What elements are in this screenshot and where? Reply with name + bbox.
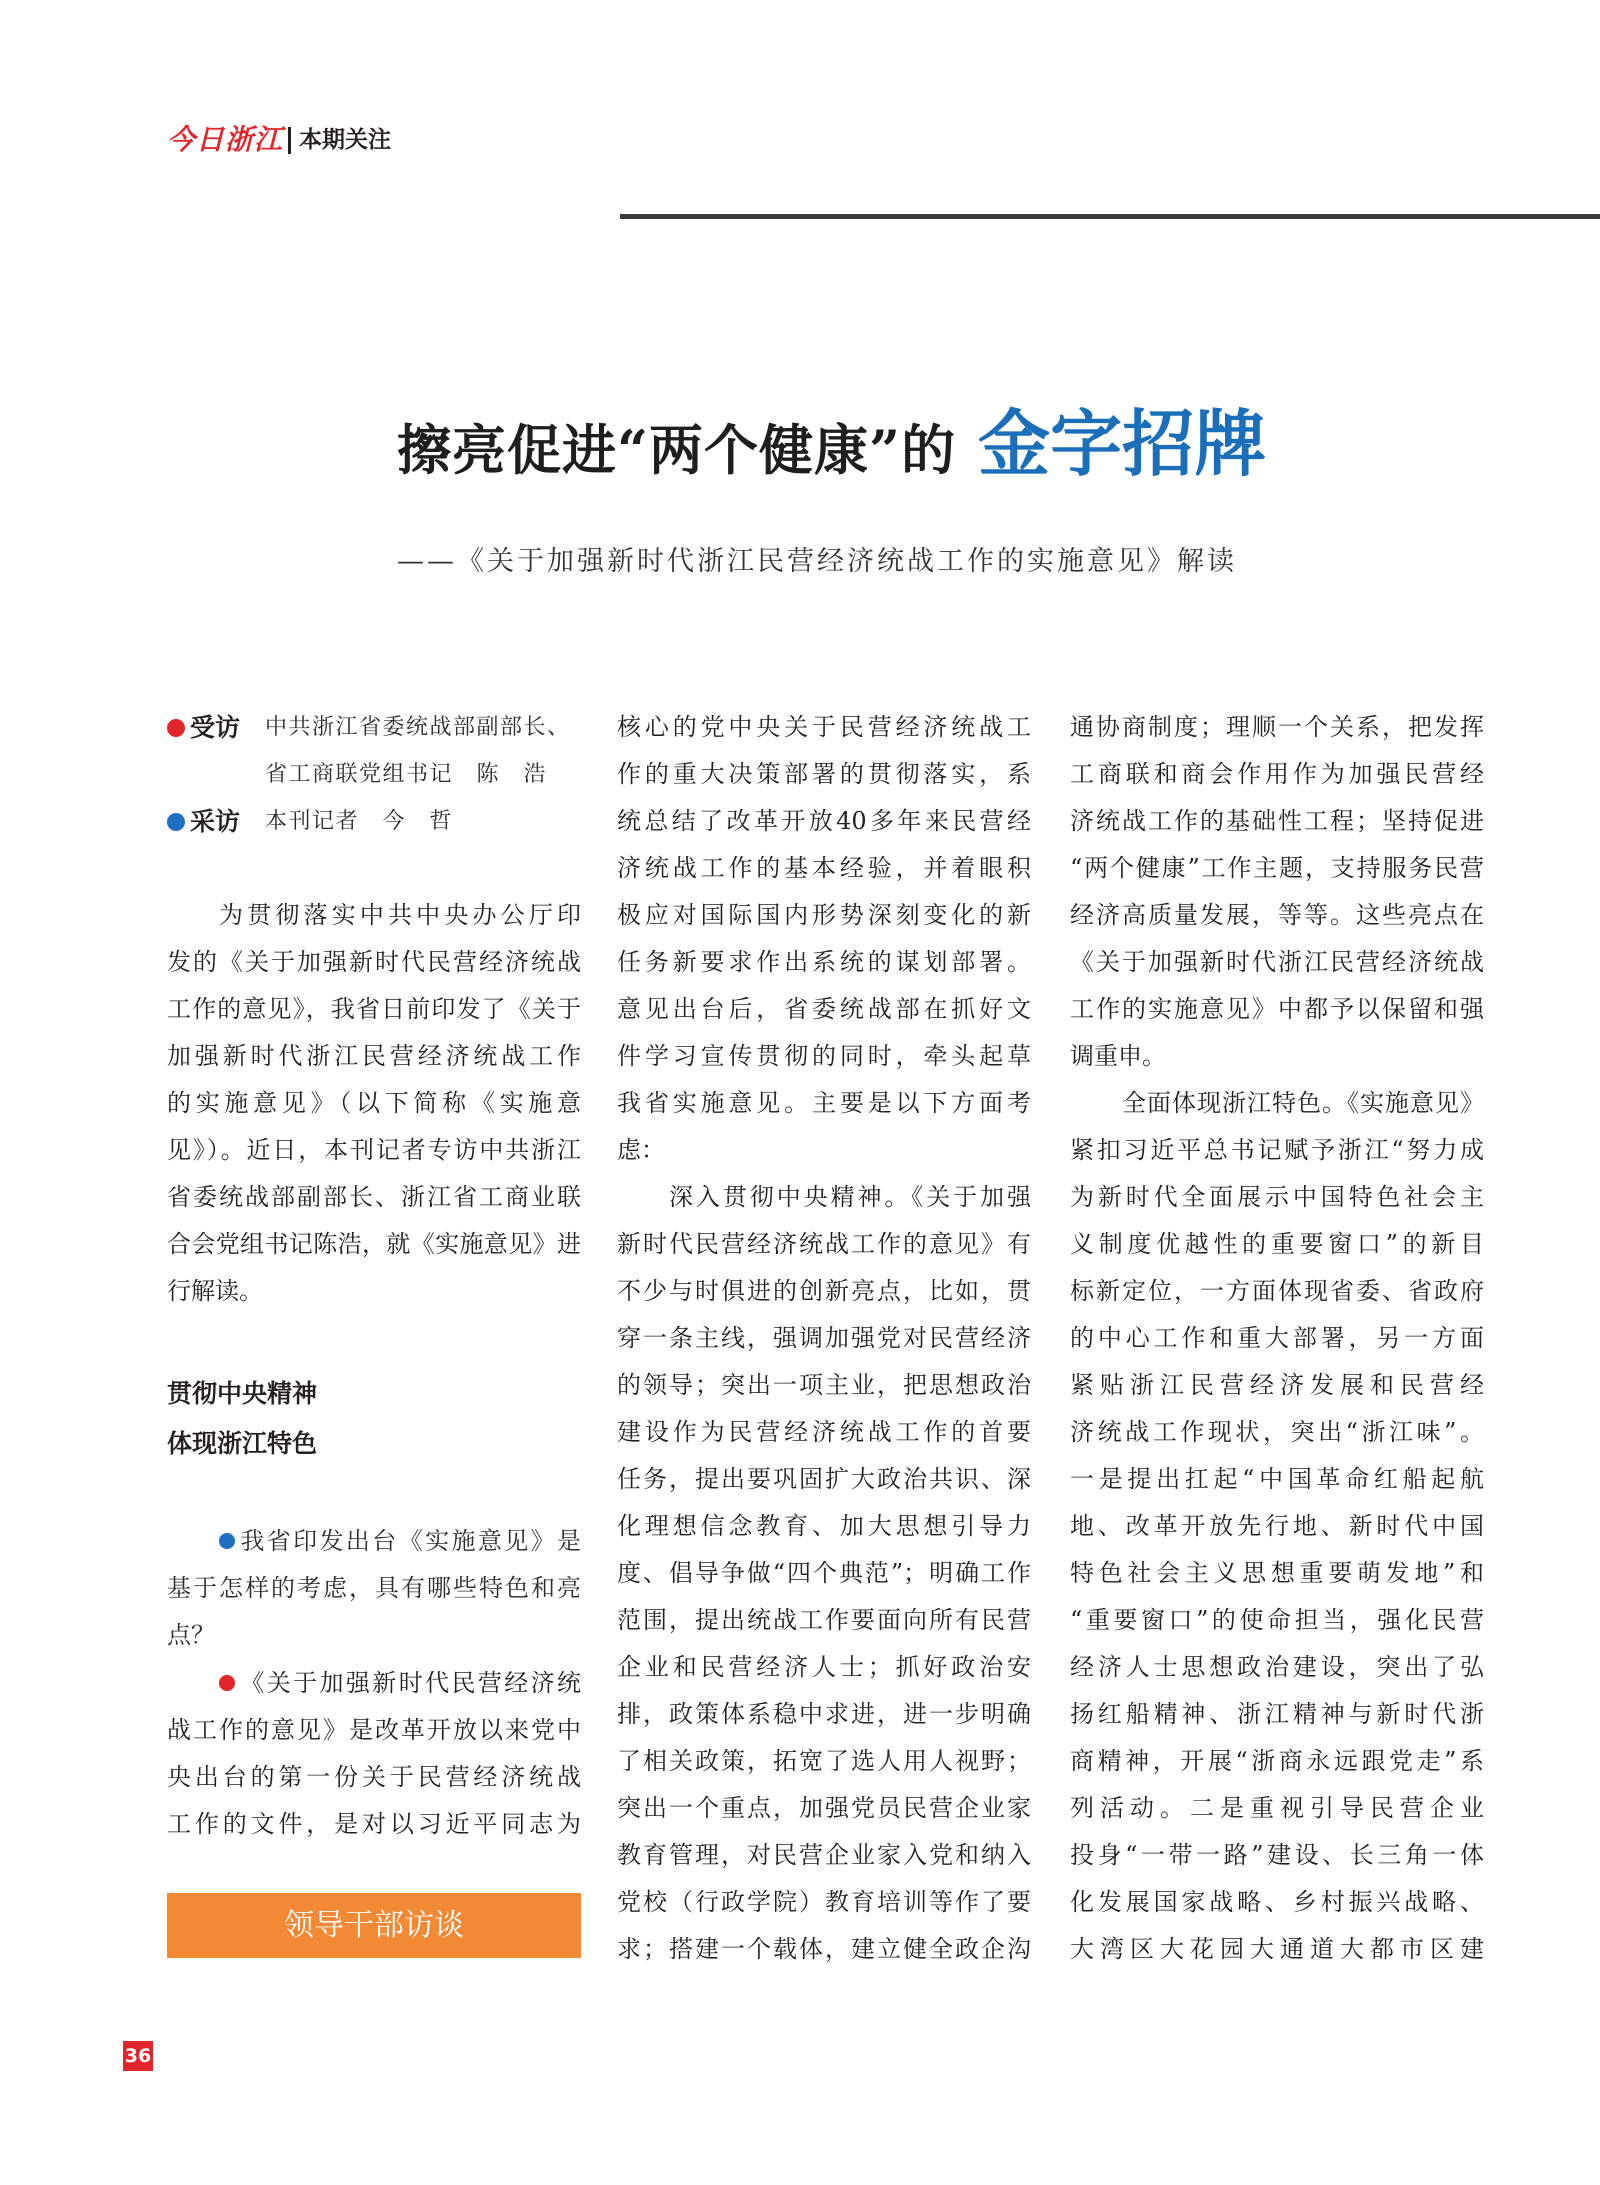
text-line	[1070, 1268, 1484, 1315]
text-line	[617, 845, 1031, 892]
line-text: 工商联和商会作用作为加强民营经	[1070, 760, 1484, 788]
line-text: 省委统战部副部长、浙江省工商业联	[167, 1183, 581, 1211]
line-text: 见》）。近日，本刊记者专访中共浙江	[167, 1136, 581, 1164]
text-line	[1070, 939, 1484, 986]
line-text: 投身“一带一路”建设、长三角一体	[1070, 1841, 1484, 1869]
line-text: 大湾区大花园大通道大都市区建	[1070, 1935, 1484, 1963]
text-line	[617, 1691, 1031, 1738]
line-text: 范围，提出统战工作要面向所有民营	[617, 1606, 1031, 1634]
text-line	[167, 1033, 581, 1080]
column-2	[617, 704, 1031, 1973]
paragraph	[167, 892, 581, 1315]
text-line	[167, 1080, 581, 1127]
text-line	[1070, 1597, 1484, 1644]
line-text: 点？	[167, 1621, 215, 1649]
line-text: 化理想信念教育、加大思想引导力	[617, 1512, 1031, 1540]
line-text: 合会党组书记陈浩，就《实施意见》进	[167, 1230, 581, 1258]
line-text: 工作的实施意见》中都予以保留和强	[1070, 995, 1484, 1023]
text-line	[1070, 704, 1484, 751]
bullet-icon	[167, 719, 185, 737]
text-line	[617, 892, 1031, 939]
text-line	[617, 1597, 1031, 1644]
text-line	[617, 751, 1031, 798]
line-text: 商精神，开展“浙商永远跟党走”系	[1070, 1747, 1484, 1775]
header-rule	[620, 214, 1600, 219]
text-line	[617, 704, 1031, 751]
line-text: 党校（行政学院）教育培训等作了要	[617, 1888, 1031, 1916]
text-line	[1070, 1221, 1484, 1268]
line-text: 突出一个重点，加强党员民营企业家	[617, 1794, 1031, 1822]
text-line	[167, 1127, 581, 1174]
line-text: 穿一条主线，强调加强党对民营经济	[617, 1324, 1031, 1352]
text-line	[1070, 892, 1484, 939]
intro-text	[167, 892, 581, 1315]
text-line	[1070, 1362, 1484, 1409]
line-text: 经济高质量发展，等等。这些亮点在	[1070, 901, 1484, 929]
text-line	[617, 1080, 1031, 1127]
text-line	[1070, 1080, 1484, 1127]
text-line	[167, 892, 581, 939]
interviewee-name: 省工商联党组书记 陈 浩	[265, 762, 548, 787]
text-line	[1070, 1644, 1484, 1691]
interviewer-lead	[167, 798, 265, 845]
column-1	[167, 704, 581, 1848]
text-line	[617, 1315, 1031, 1362]
paragraph	[1070, 1080, 1484, 1973]
text-line	[167, 1518, 581, 1565]
line-text: 我省实施意见。主要是以下方面考	[617, 1089, 1031, 1117]
line-text: 深入贯彻中央精神。《关于加强	[669, 1183, 1031, 1211]
section-heading	[167, 1369, 581, 1469]
line-text: 地、改革开放先行地、新时代中国	[1070, 1512, 1484, 1540]
text-line	[617, 1174, 1031, 1221]
text-line	[1070, 1785, 1484, 1832]
text-line	[167, 986, 581, 1033]
text-line	[1070, 1926, 1484, 1973]
text-line	[617, 1503, 1031, 1550]
line-text: 新时代民营经济统战工作的意见》有	[617, 1230, 1031, 1258]
bullet-icon	[167, 813, 185, 831]
line-text: 工作的意见》，我省日前印发了《关于	[167, 995, 581, 1023]
text-line	[1070, 1550, 1484, 1597]
text-line	[1070, 1409, 1484, 1456]
line-text: 件学习宣传贯彻的同时，牵头起草	[617, 1042, 1031, 1070]
line-text: 虑：	[617, 1136, 665, 1164]
bullet-icon	[219, 1533, 235, 1549]
line-text: 为贯彻落实中共中央办公厅印	[219, 901, 581, 929]
line-text: 为新时代全面展示中国特色社会主	[1070, 1183, 1484, 1211]
text-line	[617, 1832, 1031, 1879]
line-text: 建设作为民营经济统战工作的首要	[617, 1418, 1031, 1446]
text-line	[617, 986, 1031, 1033]
title-main: 擦亮促进“两个健康”的	[397, 418, 957, 482]
line-text: 扬红船精神、浙江精神与新时代浙	[1070, 1700, 1484, 1728]
text-line	[617, 1409, 1031, 1456]
text-line	[1070, 986, 1484, 1033]
line-text: 了相关政策，拓宽了选人用人视野；	[617, 1747, 1031, 1775]
line-text: 作的重大决策部署的贯彻落实，系	[617, 760, 1031, 788]
magazine-logo: 今日浙江	[167, 123, 284, 156]
interviewer-label: 采访	[190, 807, 241, 836]
line-text: 任务新要求作出系统的谋划部署。	[617, 948, 1031, 976]
text-line	[617, 1127, 1031, 1174]
line-text: 济统战工作的基本经验，并着眼积	[617, 854, 1031, 882]
article-title	[397, 402, 1267, 486]
column-3	[1070, 704, 1484, 1973]
line-text: “两个健康”工作主题，支持服务民营	[1070, 854, 1484, 882]
line-text: 经济人士思想政治建设，突出了弘	[1070, 1653, 1484, 1681]
line-text: 度、倡导争做“四个典范”；明确工作	[617, 1559, 1031, 1587]
text-line	[617, 1644, 1031, 1691]
interviewer-row	[167, 798, 581, 845]
line-text: 紧扣习近平总书记赋予浙江“努力成	[1070, 1136, 1484, 1164]
text-line	[167, 1801, 581, 1848]
text-line	[167, 939, 581, 986]
text-line	[1070, 1127, 1484, 1174]
line-text: 求；搭建一个载体，建立健全政企沟	[617, 1935, 1031, 1963]
line-text: 紧贴浙江民营经济发展和民营经	[1070, 1371, 1484, 1399]
text-line	[1070, 1174, 1484, 1221]
text-line	[617, 1033, 1031, 1080]
text-line	[167, 1660, 581, 1707]
text-line	[1070, 751, 1484, 798]
line-text: 全面体现浙江特色。《实施意见》	[1122, 1089, 1484, 1117]
text-line	[1070, 1456, 1484, 1503]
line-text: 任务，提出要巩固扩大政治共识、深	[617, 1465, 1031, 1493]
text-line	[617, 1456, 1031, 1503]
line-text: 排，政策体系稳中求进，进一步明确	[617, 1700, 1031, 1728]
line-text: 的中心工作和重大部署，另一方面	[1070, 1324, 1484, 1352]
line-text: 济统战工作的基础性工程；坚持促进	[1070, 807, 1484, 835]
line-text: 一是提出扛起“中国革命红船起航	[1070, 1465, 1484, 1493]
page-number: 36	[123, 2041, 153, 2071]
text-line	[617, 1362, 1031, 1409]
text-line	[167, 1565, 581, 1612]
line-text: 意见出台后，省委统战部在抓好文	[617, 995, 1031, 1023]
paragraph	[617, 1174, 1031, 1973]
line-text: 化发展国家战略、乡村振兴战略、	[1070, 1888, 1484, 1916]
text-line	[1070, 798, 1484, 845]
section-name: 本期关注	[299, 127, 392, 153]
answer-text	[167, 1660, 581, 1848]
line-text: 《关于加强新时代浙江民营经济统战	[1070, 948, 1484, 976]
line-text: 的领导；突出一项主业，把思想政治	[617, 1371, 1031, 1399]
line-text: 基于怎样的考虑，具有哪些特色和亮	[167, 1574, 581, 1602]
text-line	[617, 1268, 1031, 1315]
line-text: 调重申。	[1070, 1042, 1166, 1070]
text-line	[617, 1926, 1031, 1973]
text-line	[617, 1221, 1031, 1268]
text-line	[1070, 1315, 1484, 1362]
line-text: 标新定位，一方面体现省委、省政府	[1070, 1277, 1484, 1305]
line-text: “重要窗口”的使命担当，强化民营	[1070, 1606, 1484, 1634]
question-text	[167, 1518, 581, 1659]
paragraph	[1070, 704, 1484, 1080]
spacer	[167, 845, 581, 892]
interviewee-label: 受访	[190, 713, 241, 742]
line-text: 行解读。	[167, 1277, 263, 1305]
line-text: 企业和民营经济人士；抓好政治安	[617, 1653, 1031, 1681]
line-text: 加强新时代浙江民营经济统战工作	[167, 1042, 581, 1070]
section-heading-line: 体现浙江特色	[167, 1429, 318, 1458]
interviewee-title: 中共浙江省委统战部副部长、	[265, 715, 571, 740]
interviewer-name: 本刊记者 今 哲	[265, 809, 454, 834]
text-line	[617, 1550, 1031, 1597]
line-text: 《关于加强新时代民营经济统	[238, 1669, 581, 1697]
text-line	[167, 1174, 581, 1221]
text-line	[1070, 1832, 1484, 1879]
text-line	[617, 939, 1031, 986]
paragraph	[167, 1518, 581, 1659]
line-text: 列活动。二是重视引导民营企业	[1070, 1794, 1484, 1822]
interviewee-lead	[167, 704, 265, 751]
line-text: 济统战工作现状，突出“浙江味”。	[1070, 1418, 1484, 1446]
bullet-icon	[219, 1675, 235, 1691]
line-text: 的实施意见》（以下简称《实施意	[167, 1089, 581, 1117]
article-subtitle: ——《关于加强新时代浙江民营经济统战工作的实施意见》解读	[397, 546, 1237, 577]
header-divider	[288, 127, 291, 154]
line-text: 义制度优越性的重要窗口”的新目	[1070, 1230, 1484, 1258]
column-banner: 领导干部访谈	[167, 1893, 581, 1958]
line-text: 统总结了改革开放40多年来民营经	[617, 807, 1031, 835]
interviewee-name-row	[167, 751, 581, 798]
line-text: 我省印发出台《实施意见》是	[238, 1527, 581, 1555]
line-text: 核心的党中央关于民营经济统战工	[617, 713, 1031, 741]
line-text: 不少与时俱进的创新亮点，比如，贯	[617, 1277, 1031, 1305]
interviewee-row	[167, 704, 581, 751]
text-line	[1070, 1691, 1484, 1738]
text-line	[167, 1707, 581, 1754]
text-line	[167, 1612, 581, 1659]
text-line	[617, 1879, 1031, 1926]
text-line	[1070, 1033, 1484, 1080]
text-line	[1070, 1879, 1484, 1926]
paragraph	[167, 1660, 581, 1848]
paragraph	[617, 704, 1031, 1174]
line-text: 央出台的第一份关于民营经济统战	[167, 1763, 581, 1791]
line-text: 极应对国际国内形势深刻变化的新	[617, 901, 1031, 929]
text-line	[1070, 1503, 1484, 1550]
running-header	[167, 121, 391, 159]
text-line	[1070, 845, 1484, 892]
line-text: 发的《关于加强新时代民营经济统战	[167, 948, 581, 976]
text-line	[617, 1738, 1031, 1785]
line-text: 工作的文件，是对以习近平同志为	[167, 1810, 581, 1838]
line-text: 通协商制度；理顺一个关系，把发挥	[1070, 713, 1484, 741]
title-highlight: 金字招牌	[978, 402, 1267, 486]
text-line	[167, 1221, 581, 1268]
line-text: 教育管理，对民营企业家入党和纳入	[617, 1841, 1031, 1869]
text-line	[1070, 1738, 1484, 1785]
section-heading-line: 贯彻中央精神	[167, 1379, 318, 1408]
text-line	[167, 1754, 581, 1801]
text-line	[617, 1785, 1031, 1832]
line-text: 战工作的意见》是改革开放以来党中	[167, 1716, 581, 1744]
text-line	[167, 1268, 581, 1315]
text-line	[617, 798, 1031, 845]
line-text: 特色社会主义思想重要萌发地”和	[1070, 1559, 1484, 1587]
